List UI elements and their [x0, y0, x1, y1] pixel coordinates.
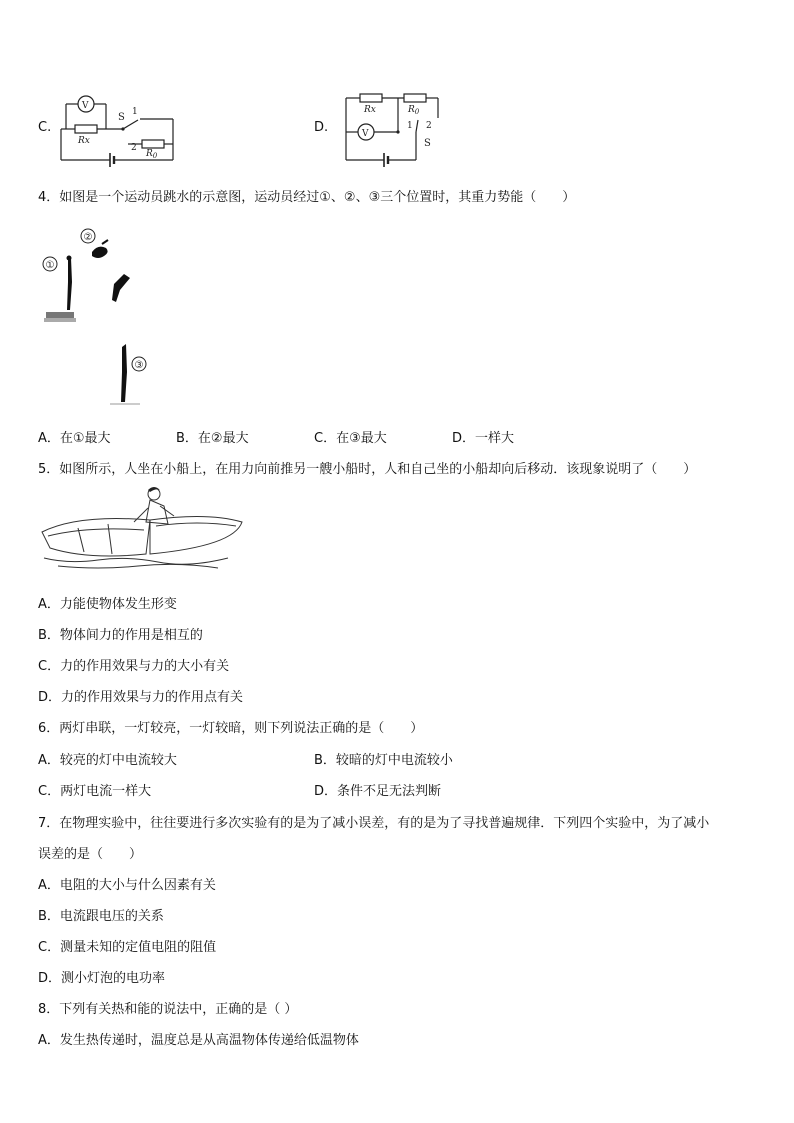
q6-option-c[interactable]: C．两灯电流一样大 — [38, 784, 152, 799]
position-3-label: ③ — [134, 360, 144, 371]
q5-boat-figure — [38, 484, 248, 574]
q4-option-d[interactable]: D．一样大 — [452, 431, 515, 446]
q5-option-a[interactable]: A．力能使物体发生形变 — [38, 597, 177, 612]
svg-text:S: S — [424, 138, 431, 149]
q8-stem: 8．下列有关热和能的说法中，正确的是（ ） — [38, 1002, 298, 1017]
svg-text:Rx: Rx — [78, 136, 90, 146]
svg-text:2: 2 — [426, 121, 432, 131]
option-d-label: D. — [314, 120, 329, 135]
svg-text:1: 1 — [407, 121, 413, 131]
svg-text:1: 1 — [132, 107, 138, 117]
svg-text:V: V — [362, 129, 369, 139]
q8-option-a[interactable]: A．发生热传递时，温度总是从高温物体传递给低温物体 — [38, 1033, 359, 1048]
q5-option-d[interactable]: D．力的作用效果与力的作用点有关 — [38, 690, 244, 705]
circuit-c-diagram — [58, 92, 188, 172]
q6-option-a[interactable]: A．较亮的灯中电流较大 — [38, 753, 177, 768]
q4-option-a[interactable]: A．在①最大 — [38, 431, 111, 446]
q6-option-b[interactable]: B．较暗的灯中电流较小 — [314, 753, 453, 768]
q4-stem: 4．如图是一个运动员跳水的示意图，运动员经过①、②、③三个位置时，其重力势能（ ） — [38, 190, 576, 205]
q7-stem-line2: 误差的是（ ） — [38, 847, 143, 862]
svg-text:R0: $R_0$ — [408, 105, 420, 116]
q7-option-d[interactable]: D．测小灯泡的电功率 — [38, 971, 166, 986]
q5-option-b[interactable]: B．物体间力的作用是相互的 — [38, 628, 203, 643]
svg-text:2: 2 — [131, 143, 137, 153]
svg-text:R0: $R_0$ — [146, 149, 158, 160]
q7-option-a[interactable]: A．电阻的大小与什么因素有关 — [38, 878, 216, 893]
q5-option-c[interactable]: C．力的作用效果与力的大小有关 — [38, 659, 230, 674]
q4-diving-figure — [40, 222, 160, 412]
q4-option-b[interactable]: B．在②最大 — [176, 431, 249, 446]
option-c-label: C. — [38, 120, 52, 135]
q4-option-c[interactable]: C．在③最大 — [314, 431, 387, 446]
q6-option-d[interactable]: D．条件不足无法判断 — [314, 784, 442, 799]
switch-label: S — [118, 112, 125, 123]
q7-stem-line1: 7．在物理实验中，往往要进行多次实验有的是为了减小误差，有的是为了寻找普遍规律．下列四个实验中，为了减小 — [38, 816, 710, 831]
position-1-label: ① — [45, 260, 55, 271]
voltmeter-symbol: V — [82, 101, 89, 111]
q6-stem: 6．两灯串联，一灯较亮，一灯较暗，则下列说法正确的是（ ） — [38, 721, 424, 736]
circuit-d-diagram — [340, 90, 450, 170]
q7-option-c[interactable]: C．测量未知的定值电阻的阻值 — [38, 940, 217, 955]
svg-text:Rx: Rx — [364, 105, 376, 115]
q7-option-b[interactable]: B．电流跟电压的关系 — [38, 909, 164, 924]
position-2-label: ② — [83, 232, 93, 243]
q5-stem: 5．如图所示，人坐在小船上，在用力向前推另一艘小船时，人和自己坐的小船却向后移动．该现象说明了（ ） — [38, 462, 697, 477]
